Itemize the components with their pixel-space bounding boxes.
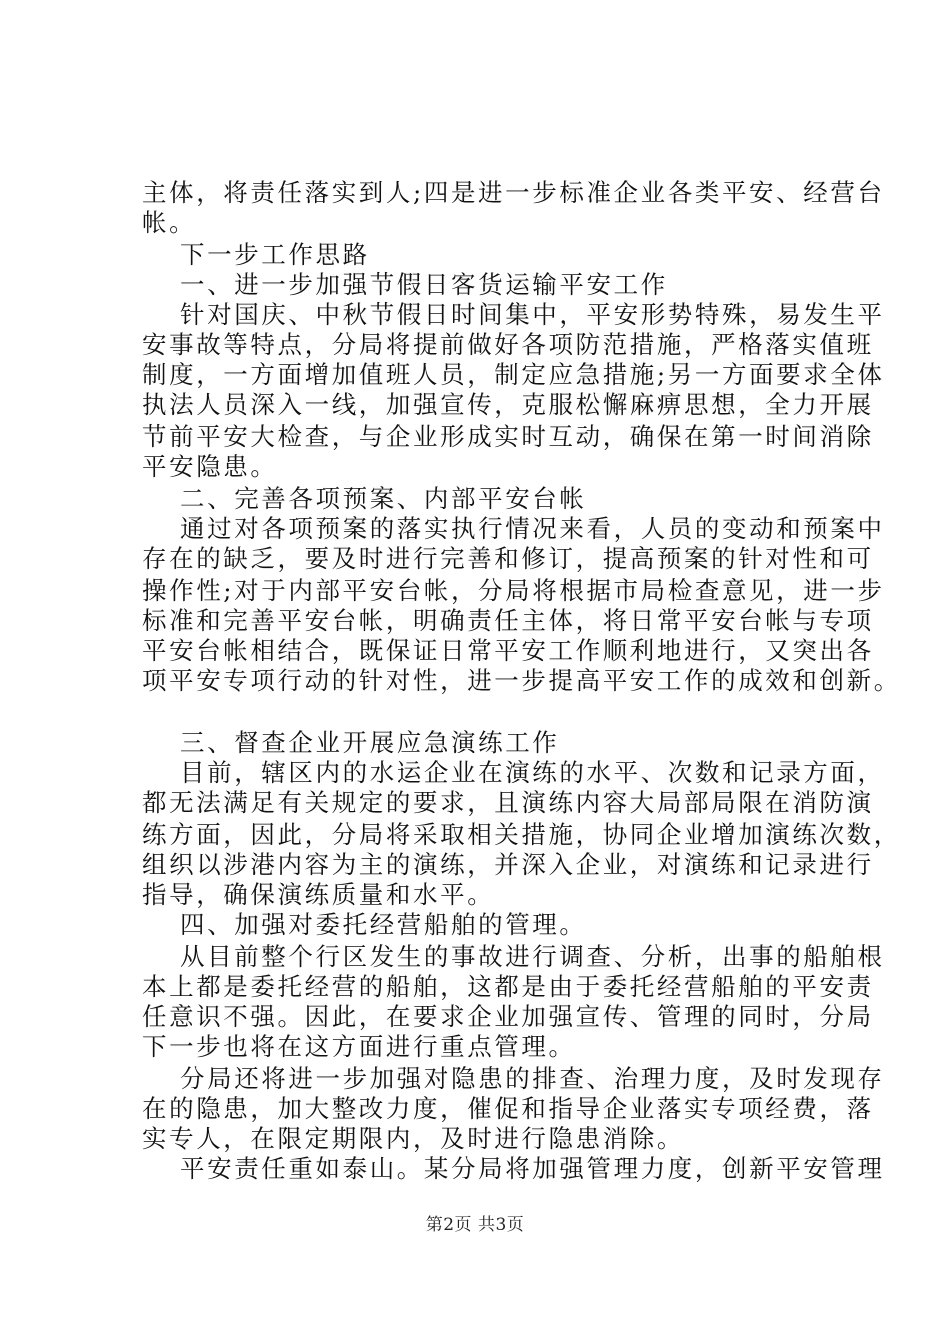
text-line: 在的隐患，加大整改力度，催促和指导企业落实专项经费，落: [142, 1094, 874, 1123]
text-line: 存在的缺乏，要及时进行完善和修订，提高预案的针对性和可: [142, 544, 874, 573]
section-heading: 一、进一步加强节假日客货运输平安工作: [180, 270, 668, 299]
text-line: 针对国庆、中秋节假日时间集中，平安形势特殊，易发生平: [180, 300, 885, 329]
text-line: 标准和完善平安台帐，明确责任主体，将日常平安台帐与专项: [142, 606, 874, 635]
text-line: 组织以涉港内容为主的演练，并深入企业，对演练和记录进行: [142, 850, 874, 879]
text-line: 通过对各项预案的落实执行情况来看，人员的变动和预案中: [180, 514, 885, 543]
section-heading: 四、加强对委托经营船舶的管理。: [180, 910, 587, 939]
text-line: 平安台帐相结合，既保证日常平安工作顺利地进行，又突出各: [142, 636, 874, 665]
text-line: 本上都是委托经营的船舶，这都是由于委托经营船舶的平安责: [142, 972, 874, 1001]
text-line: 执法人员深入一线，加强宣传，克服松懈麻痹思想，全力开展: [142, 390, 874, 419]
text-line: 练方面，因此，分局将采取相关措施，协同企业增加演练次数，: [142, 820, 901, 849]
text-line: 实专人，在限定期限内，及时进行隐患消除。: [142, 1124, 684, 1153]
text-line: 从目前整个行区发生的事故进行调查、分析，出事的船舶根: [180, 942, 885, 971]
text-line: 都无法满足有关规定的要求，且演练内容大局部局限在消防演: [142, 788, 874, 817]
text-line: 节前平安大检查，与企业形成实时互动，确保在第一时间消除: [142, 422, 874, 451]
text-line: 主体，将责任落实到人;四是进一步标准企业各类平安、经营台: [142, 178, 885, 207]
page-number-footer: 第2页 共3页: [425, 1215, 525, 1235]
text-line: 制度，一方面增加值班人员，制定应急措施;另一方面要求全体: [142, 360, 885, 389]
text-line: 安事故等特点，分局将提前做好各项防范措施，严格落实值班: [142, 330, 874, 359]
text-line: 平安隐患。: [142, 452, 278, 481]
section-heading: 三、督查企业开展应急演练工作: [180, 728, 560, 757]
text-line: 指导，确保演练质量和水平。: [142, 880, 495, 909]
text-line: 项平安专项行动的针对性，进一步提高平安工作的成效和创新。: [142, 666, 901, 695]
text-line: 帐。: [142, 208, 197, 237]
text-line: 平安责任重如泰山。某分局将加强管理力度，创新平安管理: [180, 1154, 885, 1183]
text-line: 操作性;对于内部平安台帐，分局将根据市局检查意见，进一步: [142, 576, 885, 605]
text-line: 下一步也将在这方面进行重点管理。: [142, 1032, 576, 1061]
text-line: 任意识不强。因此，在要求企业加强宣传、管理的同时，分局: [142, 1002, 874, 1031]
text-line: 分局还将进一步加强对隐患的排查、治理力度，及时发现存: [180, 1064, 885, 1093]
text-line: 目前，辖区内的水运企业在演练的水平、次数和记录方面，: [180, 758, 885, 787]
section-heading: 二、完善各项预案、内部平安台帐: [180, 484, 587, 513]
section-heading: 下一步工作思路: [180, 240, 370, 269]
